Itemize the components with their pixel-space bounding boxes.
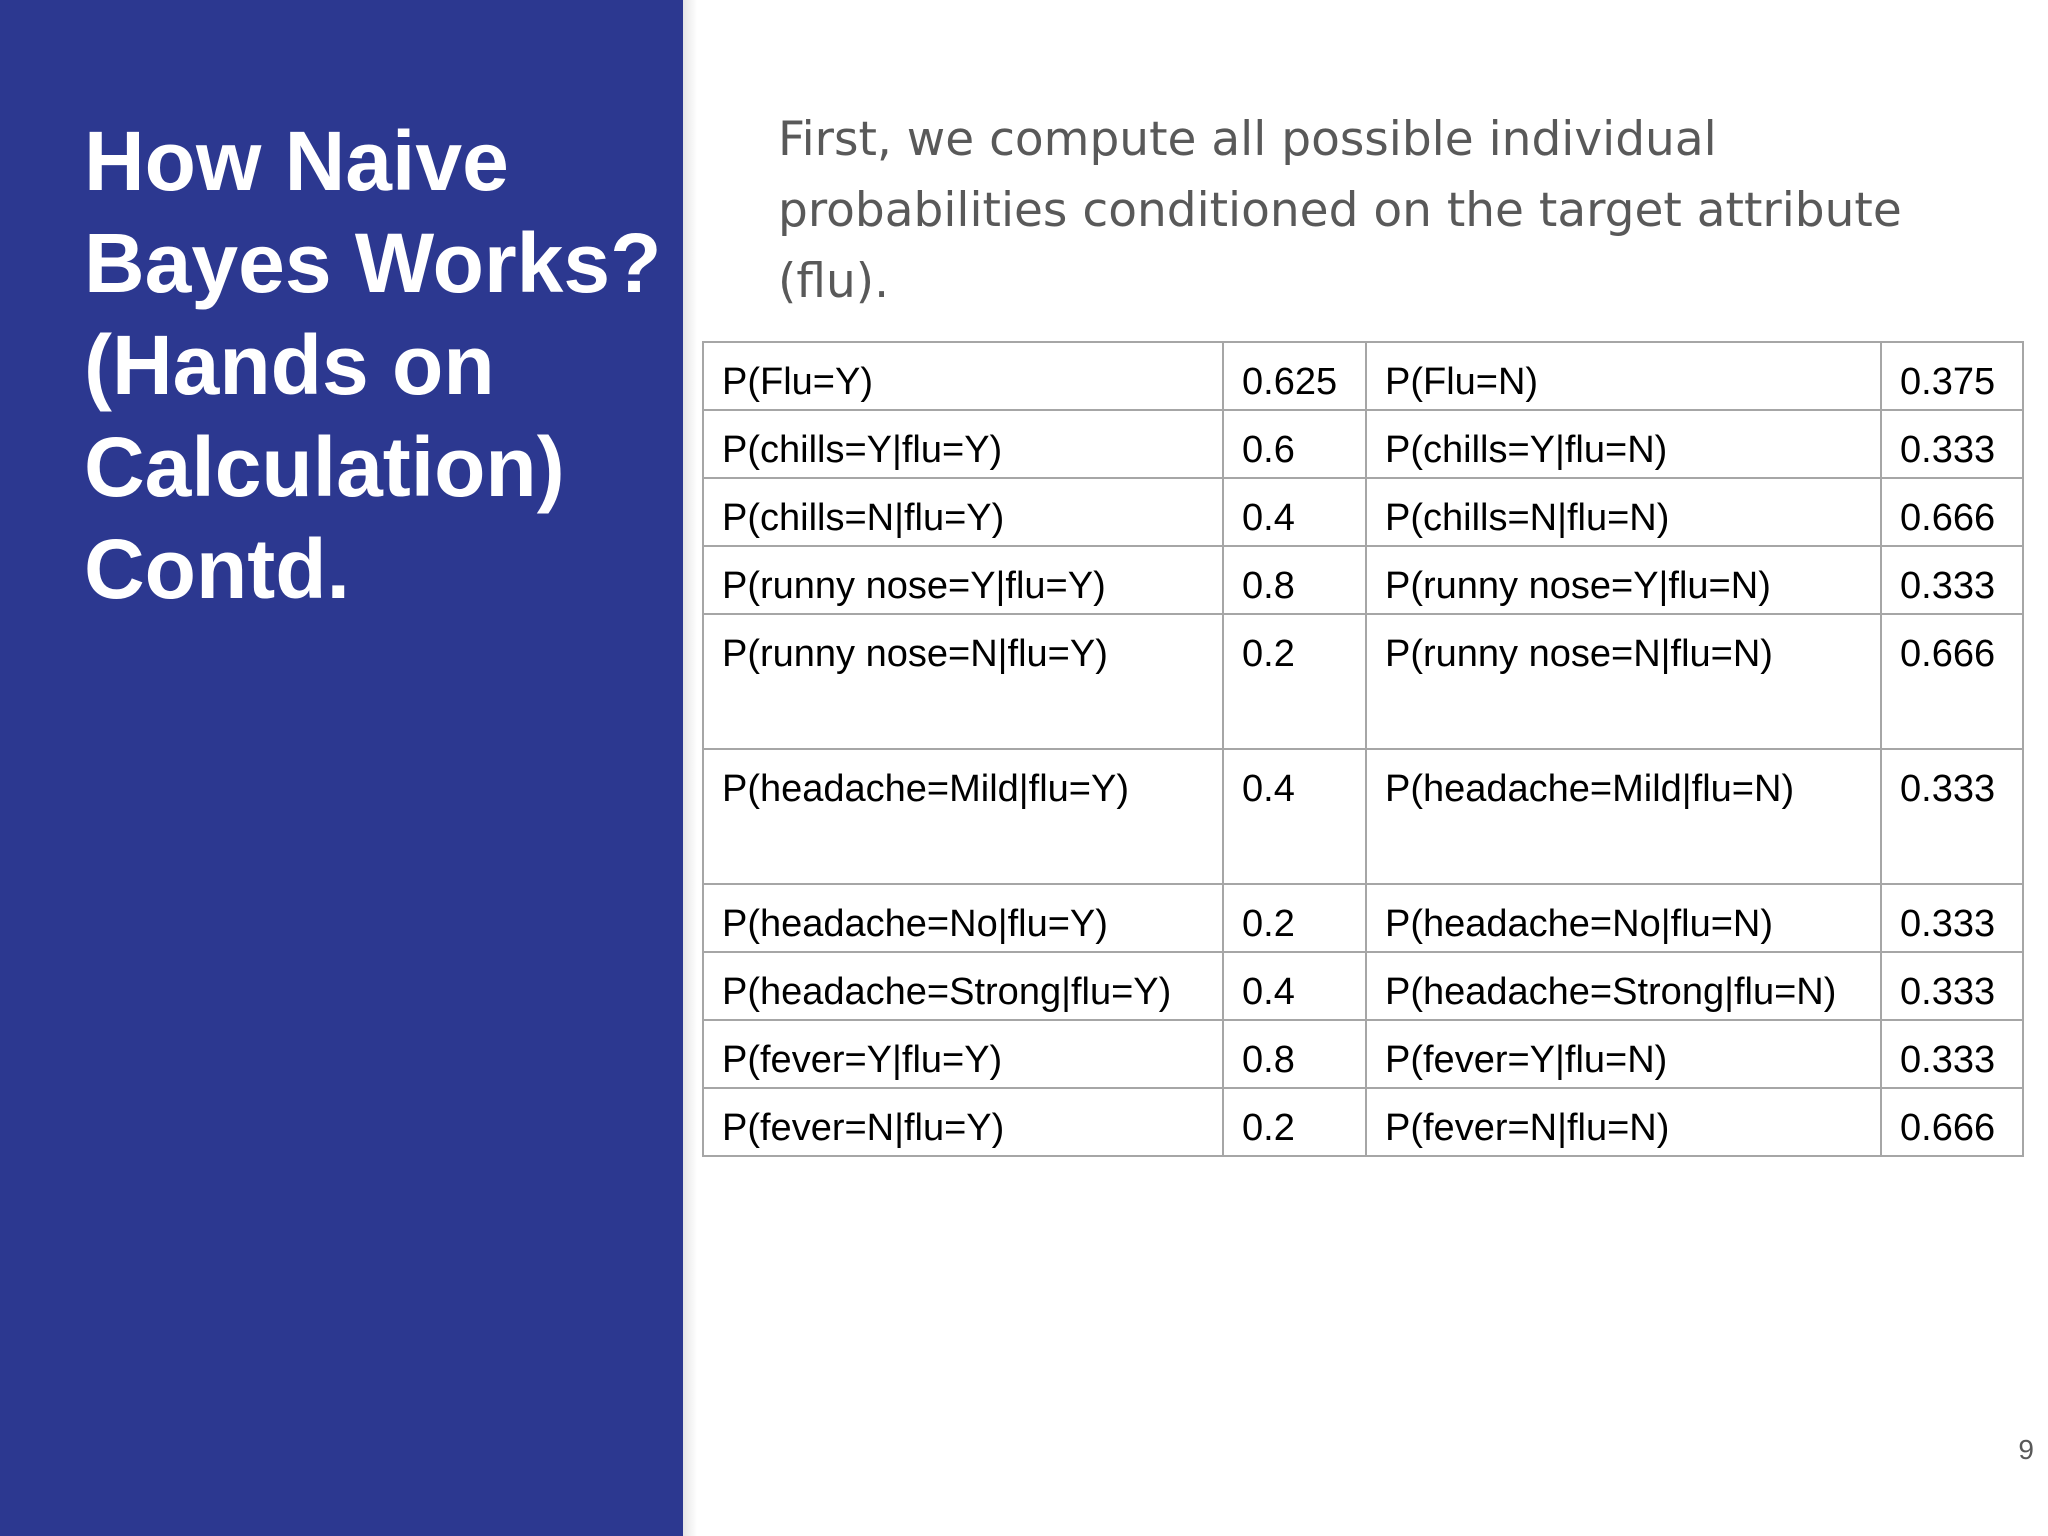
- label-flu-yes: P(Flu=Y): [703, 342, 1223, 410]
- label-flu-yes: P(chills=Y|flu=Y): [703, 410, 1223, 478]
- label-flu-no: P(fever=N|flu=N): [1366, 1088, 1881, 1156]
- value-flu-yes: 0.4: [1223, 478, 1366, 546]
- label-flu-no: P(headache=No|flu=N): [1366, 884, 1881, 952]
- table-row: [703, 342, 2023, 410]
- value-flu-no: 0.333: [1881, 884, 2023, 952]
- value-flu-yes: 0.8: [1223, 1020, 1366, 1088]
- table-row: [703, 952, 2023, 1020]
- value-flu-yes: 0.4: [1223, 749, 1366, 884]
- label-flu-yes: P(runny nose=N|flu=Y): [703, 614, 1223, 749]
- label-flu-yes: P(fever=Y|flu=Y): [703, 1020, 1223, 1088]
- label-flu-no: P(headache=Strong|flu=N): [1366, 952, 1881, 1020]
- value-flu-yes: 0.4: [1223, 952, 1366, 1020]
- value-flu-no: 0.666: [1881, 478, 2023, 546]
- value-flu-yes: 0.2: [1223, 1088, 1366, 1156]
- value-flu-yes: 0.625: [1223, 342, 1366, 410]
- table-row: [703, 884, 2023, 952]
- label-flu-no: P(runny nose=N|flu=N): [1366, 614, 1881, 749]
- value-flu-no: 0.666: [1881, 614, 2023, 749]
- label-flu-yes: P(headache=No|flu=Y): [703, 884, 1223, 952]
- value-flu-yes: 0.2: [1223, 884, 1366, 952]
- label-flu-yes: P(runny nose=Y|flu=Y): [703, 546, 1223, 614]
- value-flu-no: 0.333: [1881, 410, 2023, 478]
- table-row: [703, 1088, 2023, 1156]
- label-flu-no: P(chills=N|flu=N): [1366, 478, 1881, 546]
- value-flu-no: 0.375: [1881, 342, 2023, 410]
- label-flu-yes: P(headache=Mild|flu=Y): [703, 749, 1223, 884]
- page-number: 9: [2018, 1434, 2034, 1465]
- table-row: [703, 546, 2023, 614]
- table-row: [703, 1020, 2023, 1088]
- intro-text: First, we compute all possible individual probabilities conditioned on the target attribute (flu).: [778, 112, 1902, 309]
- value-flu-no: 0.333: [1881, 952, 2023, 1020]
- table-row: [703, 410, 2023, 478]
- value-flu-no: 0.333: [1881, 1020, 2023, 1088]
- value-flu-no: 0.666: [1881, 1088, 2023, 1156]
- label-flu-no: P(Flu=N): [1366, 342, 1881, 410]
- value-flu-no: 0.333: [1881, 749, 2023, 884]
- label-flu-no: P(chills=Y|flu=N): [1366, 410, 1881, 478]
- label-flu-no: P(headache=Mild|flu=N): [1366, 749, 1881, 884]
- value-flu-no: 0.333: [1881, 546, 2023, 614]
- label-flu-yes: P(fever=N|flu=Y): [703, 1088, 1223, 1156]
- label-flu-yes: P(chills=N|flu=Y): [703, 478, 1223, 546]
- panel-shadow: [683, 0, 697, 1536]
- label-flu-no: P(runny nose=Y|flu=N): [1366, 546, 1881, 614]
- label-flu-no: P(fever=Y|flu=N): [1366, 1020, 1881, 1088]
- value-flu-yes: 0.6: [1223, 410, 1366, 478]
- label-flu-yes: P(headache=Strong|flu=Y): [703, 952, 1223, 1020]
- table-row: [703, 749, 2023, 884]
- title-panel: [0, 0, 683, 1536]
- value-flu-yes: 0.2: [1223, 614, 1366, 749]
- table-row: [703, 614, 2023, 749]
- probability-table: [702, 341, 2024, 1157]
- table-row: [703, 478, 2023, 546]
- value-flu-yes: 0.8: [1223, 546, 1366, 614]
- slide-title: How Naive Bayes Works? (Hands on Calculation) Contd.: [84, 114, 662, 616]
